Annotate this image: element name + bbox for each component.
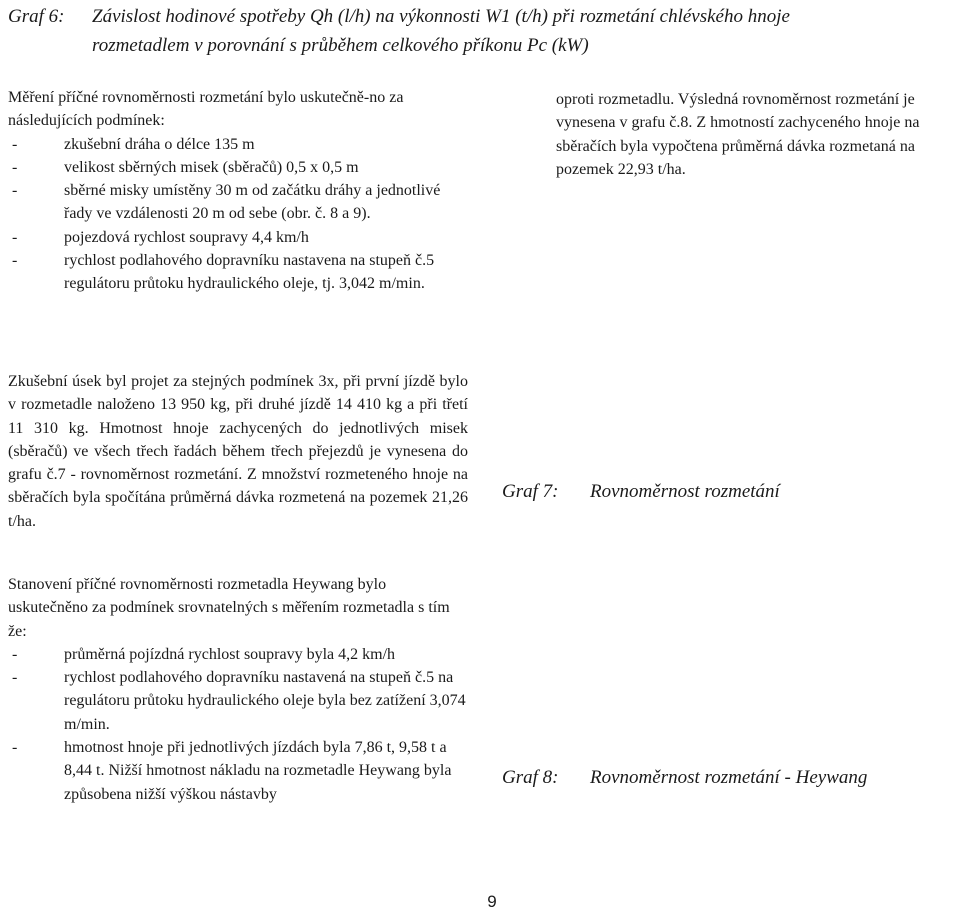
test-section-paragraph: [8, 370, 468, 533]
graf8-label: Graf 8:: [502, 767, 559, 788]
graf6-title-line2: rozmetadlem v porovnání s průběhem celkového příkonu Pc (kW): [92, 35, 589, 56]
condition-item: - hmotnost hnoje při jednotlivých jízdách byla 7,86 t, 9,58 t a 8,44 t. Nižší hmotnost nákladu na rozmetadle Heywang byla způsobena nižší výškou nástavby: [8, 736, 468, 806]
condition-item: - pojezdová rychlost soupravy 4,4 km/h: [8, 226, 468, 249]
heywang-section: [8, 573, 468, 806]
condition-item: - průměrná pojízdná rychlost soupravy byla 4,2 km/h: [8, 643, 468, 666]
graf8-title: Rovnoměrnost rozmetání - Heywang: [590, 767, 868, 788]
measurement-conditions-list: [8, 133, 468, 296]
graf7-caption: [502, 480, 780, 504]
heywang-conditions-list: [8, 643, 468, 806]
condition-item: - rychlost podlahového dopravníku nastavená na stupeň č.5 na regulátoru průtoku hydraulického oleje byla bez zatížení 3,074 m/min.: [8, 666, 468, 736]
graf6-heading: [8, 2, 958, 60]
measurement-intro: Měření příčné rovnoměrnosti rozmetání bylo uskutečně-no za následujících podmínek:: [8, 89, 404, 130]
condition-item: - sběrné misky umístěny 30 m od začátku dráhy a jednotlivé řady ve vzdálenosti 20 m od sebe (obr. č. 8 a 9).: [8, 179, 468, 226]
graf6-heading-line1: [8, 2, 958, 31]
graf7-title: Rovnoměrnost rozmetání: [590, 481, 780, 502]
graf6-title-line1: Závislost hodinové spotřeby Qh (l/h) na výkonnosti W1 (t/h) při rozmetání chlévského hnoje: [92, 6, 790, 27]
graf6-label: Graf 6:: [8, 6, 65, 27]
condition-item: - velikost sběrných misek (sběračů) 0,5 x 0,5 m: [8, 156, 468, 179]
condition-item: - zkušební dráha o délce 135 m: [8, 133, 468, 156]
result-paragraph: [556, 88, 956, 181]
measurement-conditions-section: [8, 86, 468, 296]
heywang-intro: Stanovení příčné rovnoměrnosti rozmetadla Heywang bylo uskutečněno za podmínek srovnatelných s měřením rozmetadla s tím že:: [8, 576, 450, 640]
condition-item: - rychlost podlahového dopravníku nastavena na stupeň č.5 regulátoru průtoku hydraulického oleje, tj. 3,042 m/min.: [8, 249, 468, 296]
result-text: oproti rozmetadlu. Výsledná rovnoměrnost rozmetání je vynesena v grafu č.8. Z hmotností zachyceného hnoje na sběračích byla vypočtena průměrná dávka rozmetaná na pozemek 22,93 t/ha.: [556, 91, 920, 178]
page-number: 9: [487, 892, 497, 911]
graf7-label: Graf 7:: [502, 481, 559, 502]
graf8-caption: [502, 766, 867, 790]
test-section-text: Zkušební úsek byl projet za stejných podmínek 3x, při první jízdě bylo v rozmetadle naloženo 13 950 kg, při druhé jízdě 14 410 kg a při třetí 11 310 kg. Hmotnost hnoje zachycených do jednotlivých misek (sběračů) ve všech třech řadách během třech přejezdů je vynesena do grafu č.7 - rovnoměrnost rozmetání. Z množství rozmeteného hnoje na sběračích byla spočítána průměrná dávka rozmetená na pozemek 21,26 t/ha.: [8, 373, 468, 530]
